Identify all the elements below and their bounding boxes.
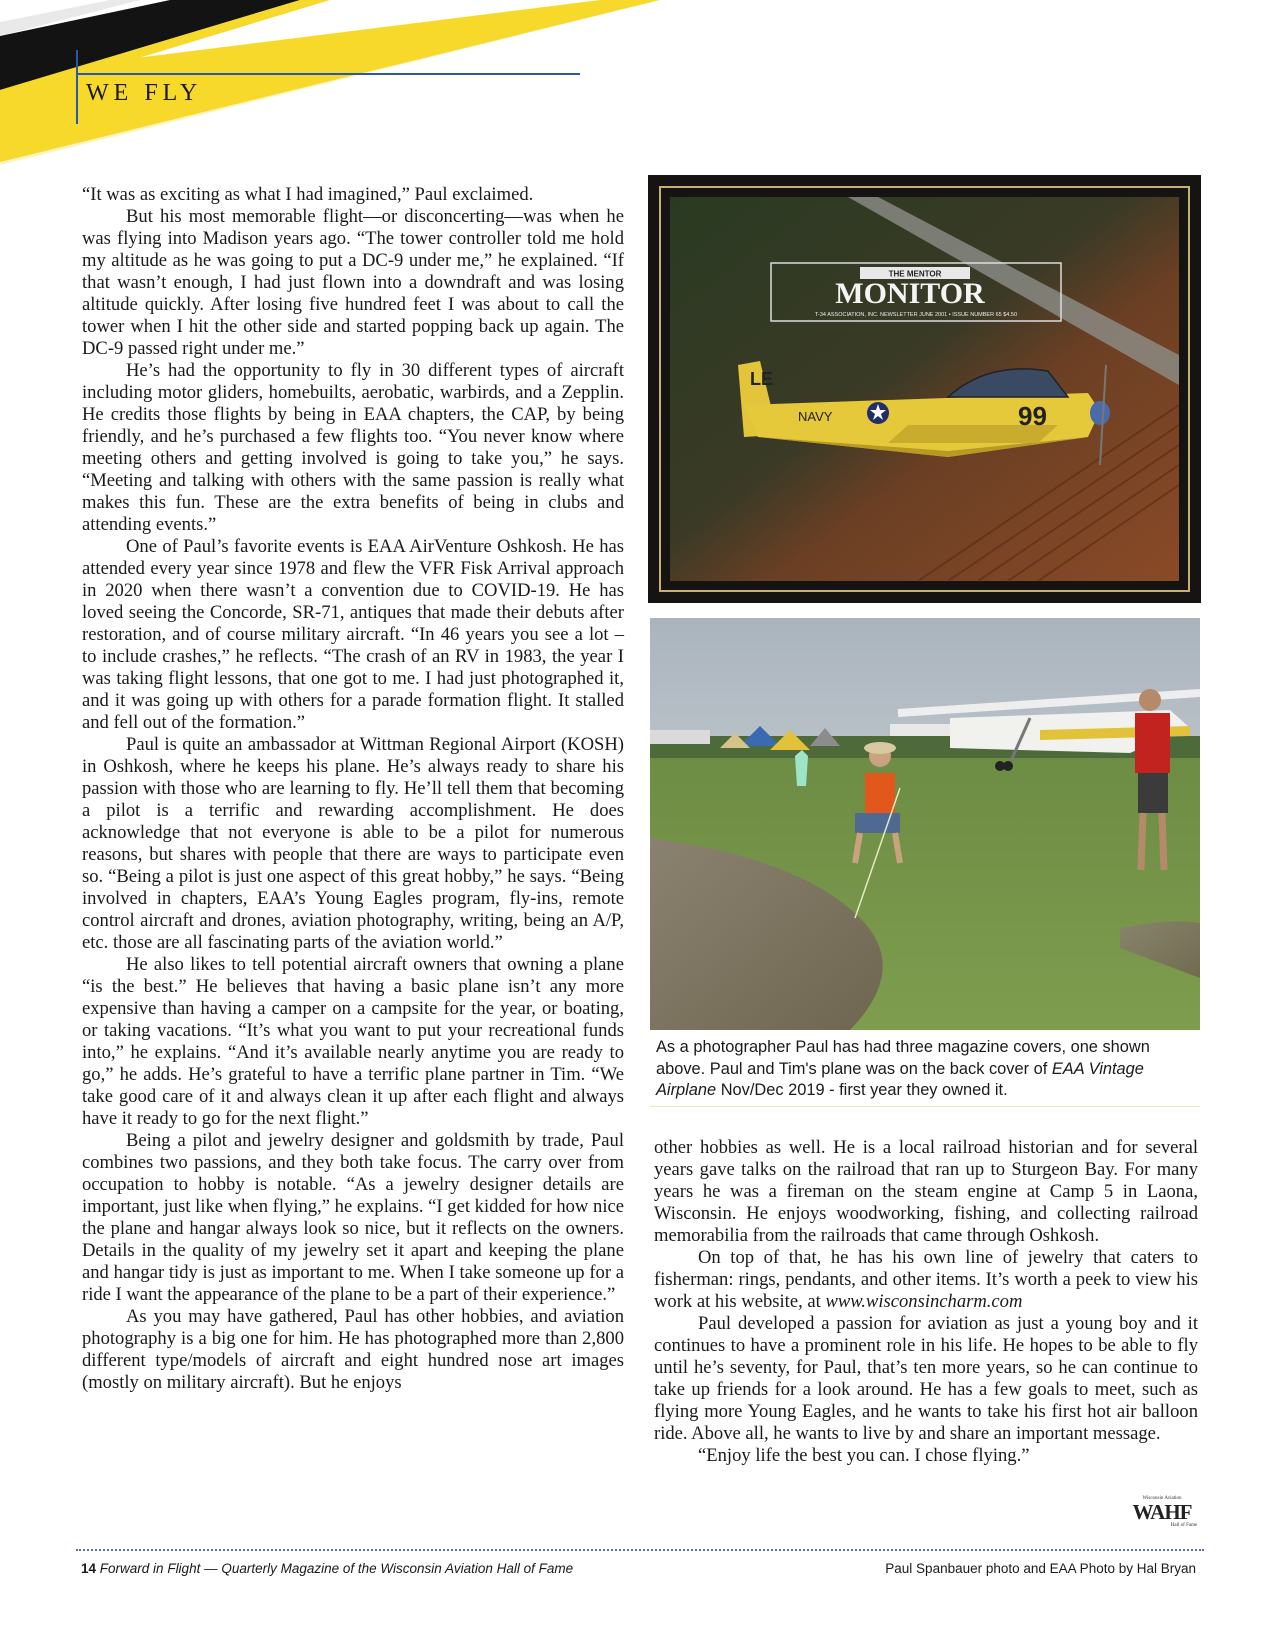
article-paragraph: “It was as exciting as what I had imagined,” Paul exclaimed. <box>82 184 534 205</box>
caption-rule <box>650 1106 1200 1107</box>
photo-credit: Paul Spanbauer photo and EAA Photo by Hal Bryan <box>885 1561 1196 1576</box>
article-right-column <box>654 1137 1198 1467</box>
section-title: WE FLY <box>86 80 203 106</box>
oshkosh-campground-photo <box>650 618 1200 1030</box>
photo-caption <box>656 1037 1200 1102</box>
article-text: On top of that, he has his own line of jewelry that caters to fisherman: rings, pendants, and other items. It’s worth a peek to view his work at his website, at <box>654 1247 1198 1312</box>
cover-masthead-small: THE MENTOR <box>888 269 942 279</box>
framed-magazine-cover-photo <box>648 175 1201 603</box>
plane-tail-code: LE <box>750 369 774 389</box>
caption-text-end: Nov/Dec 2019 - first year they owned it. <box>716 1081 1008 1099</box>
article-paragraph <box>654 1247 1198 1313</box>
page-number: 14 <box>81 1561 97 1576</box>
footer-left <box>81 1561 573 1576</box>
section-header-tick <box>76 50 78 124</box>
plane-fuselage-text: NAVY <box>798 409 833 424</box>
closing-quote: “Enjoy life the best you can. I chose flying.” <box>698 1445 1030 1466</box>
cover-masthead: MONITOR <box>835 277 985 310</box>
section-header-rule <box>78 73 580 75</box>
logo-small-text: Wisconsin Aviation <box>1142 1496 1182 1501</box>
logo-wordmark: WAHF <box>1132 1500 1192 1524</box>
cover-masthead-subline: T-34 ASSOCIATION, INC. NEWSLETTER JUNE 2001 • ISSUE NUMBER 65 $4.50 <box>814 312 1018 318</box>
wahf-logo <box>1126 1492 1198 1530</box>
website-link[interactable]: www.wisconsincharm.com <box>825 1291 1023 1312</box>
article-paragraph: Paul is quite an ambassador at Wittman Regional Airport (KOSH) in Oshkosh, where he keeps his plane. He’s always ready to share his passion with those who are learning to fly. He’ll tell them that becoming a pilot is a terrific and rewarding accomplishment. He does acknowledge that not everyone is able to be a pilot for numerous reasons, but shares with people that there are ways to participate even so. “Being a pilot is just one aspect of this great hobby,” he says. “Being involved in chapters, EAA’s Young Eagles program, fly-ins, remote control aircraft and drones, aviation photography, writing, being an A/P, etc. those are all fascinating parts of the aviation world.” <box>82 734 624 953</box>
article-left-column <box>82 184 624 1394</box>
article-paragraph: He also likes to tell potential aircraft owners that owning a plane “is the best.” He believes that having a basic plane isn’t any more expensive than having a camper on a campsite for the year, or boating, or taking vacations. “It’s what you want to put your recreational funds into,” he explains. “And it’s available nearly anytime you are ready to go,” he adds. He’s grateful to have a terrific plane partner in Tim. “We take good care of it and always clean it up after each flight and always have it ready to go for the next flight.” <box>82 954 624 1129</box>
footer-magazine-title: Forward in Flight — Quarterly Magazine of the Wisconsin Aviation Hall of Fame <box>99 1561 574 1576</box>
article-paragraph: Paul developed a passion for aviation as just a young boy and it continues to have a prominent role in his life. He hopes to be able to fly until he’s seventy, for Paul, that’s ten more years, so he can continue to take up friends for a look around. He has a few goals to meet, such as flying more Young Eagles, and he wants to take his first hot air balloon ride. Above all, he wants to live by and share an important message. <box>654 1313 1198 1444</box>
article-paragraph: But his most memorable flight—or disconcerting—was when he was flying into Madison years ago. “The tower controller told me hold my altitude as he was going to put a DC-9 under me,” he explained. “If that wasn’t enough, I had just flown into a downdraft and was losing altitude quickly. After losing five hundred feet I was about to call the tower when I hit the other side and started popping back up again. The DC-9 passed right under me.” <box>82 206 624 359</box>
logo-sub-text: Hall of Fame <box>1170 1523 1198 1528</box>
footer-rule <box>76 1549 1204 1551</box>
article-paragraph: As you may have gathered, Paul has other hobbies, and aviation photography is a big one for him. He has photographed more than 2,800 different type/models of aircraft and eight hundred nose art images (mostly on military aircraft). But he enjoys <box>82 1306 624 1393</box>
caption-magazine-title: EAA Vintage Airplane <box>656 1059 1144 1099</box>
caption-text-start: As a photographer Paul has had three magazine covers, one shown above. Paul and Tim's plane was on the back cover of <box>656 1038 1150 1078</box>
plane-nose-number: 99 <box>1018 401 1047 431</box>
article-paragraph: other hobbies as well. He is a local railroad historian and for several years gave talks on the railroad that ran up to Sturgeon Bay. For many years he was a fireman on the steam engine at Camp 5 in Laona, Wisconsin. He enjoys woodworking, fishing, and collecting railroad memorabilia from the railroads that came through Oshkosh. <box>654 1137 1198 1246</box>
article-paragraph: One of Paul’s favorite events is EAA AirVenture Oshkosh. He has attended every year since 1978 and flew the VFR Fisk Arrival approach in 2020 when there wasn’t a convention due to COVID-19. He has loved seeing the Concorde, SR-71, antiques that made their debuts after restoration, and of course military aircraft. “In 46 years you see a lot – to include crashes,” he reflects. “The crash of an RV in 1983, the year I was taking flight lessons, that one got to me. I had just photographed it, and it was going up with others for a parade formation flight. It stalled and fell out of the formation.” <box>82 536 624 733</box>
article-paragraph: Being a pilot and jewelry designer and goldsmith by trade, Paul combines two passions, and they both take focus. The carry over from occupation to hobby is notable. “As a jewelry designer details are important, just like when flying,” he explains. “I get kidded for how nice the plane and hangar always look so nice, but it reflects on the owners. Details in the quality of my jewelry set it apart and keeping the plane and hangar tidy is just as important to me. When I take someone up for a ride I want the appearance of the plane to be a part of their experience.” <box>82 1130 624 1305</box>
article-paragraph: He’s had the opportunity to fly in 30 different types of aircraft including motor gliders, homebuilts, aerobatic, warbirds, and a Zepplin. He credits those flights by being in EAA chapters, the CAP, by being friendly, and he’s purchased a few flights too. “You never know where meeting others and getting involved is going to take you,” he says. “Meeting and talking with others with the same passion is really what makes this fun. These are the extra benefits of being in clubs and attending events.” <box>82 360 624 535</box>
